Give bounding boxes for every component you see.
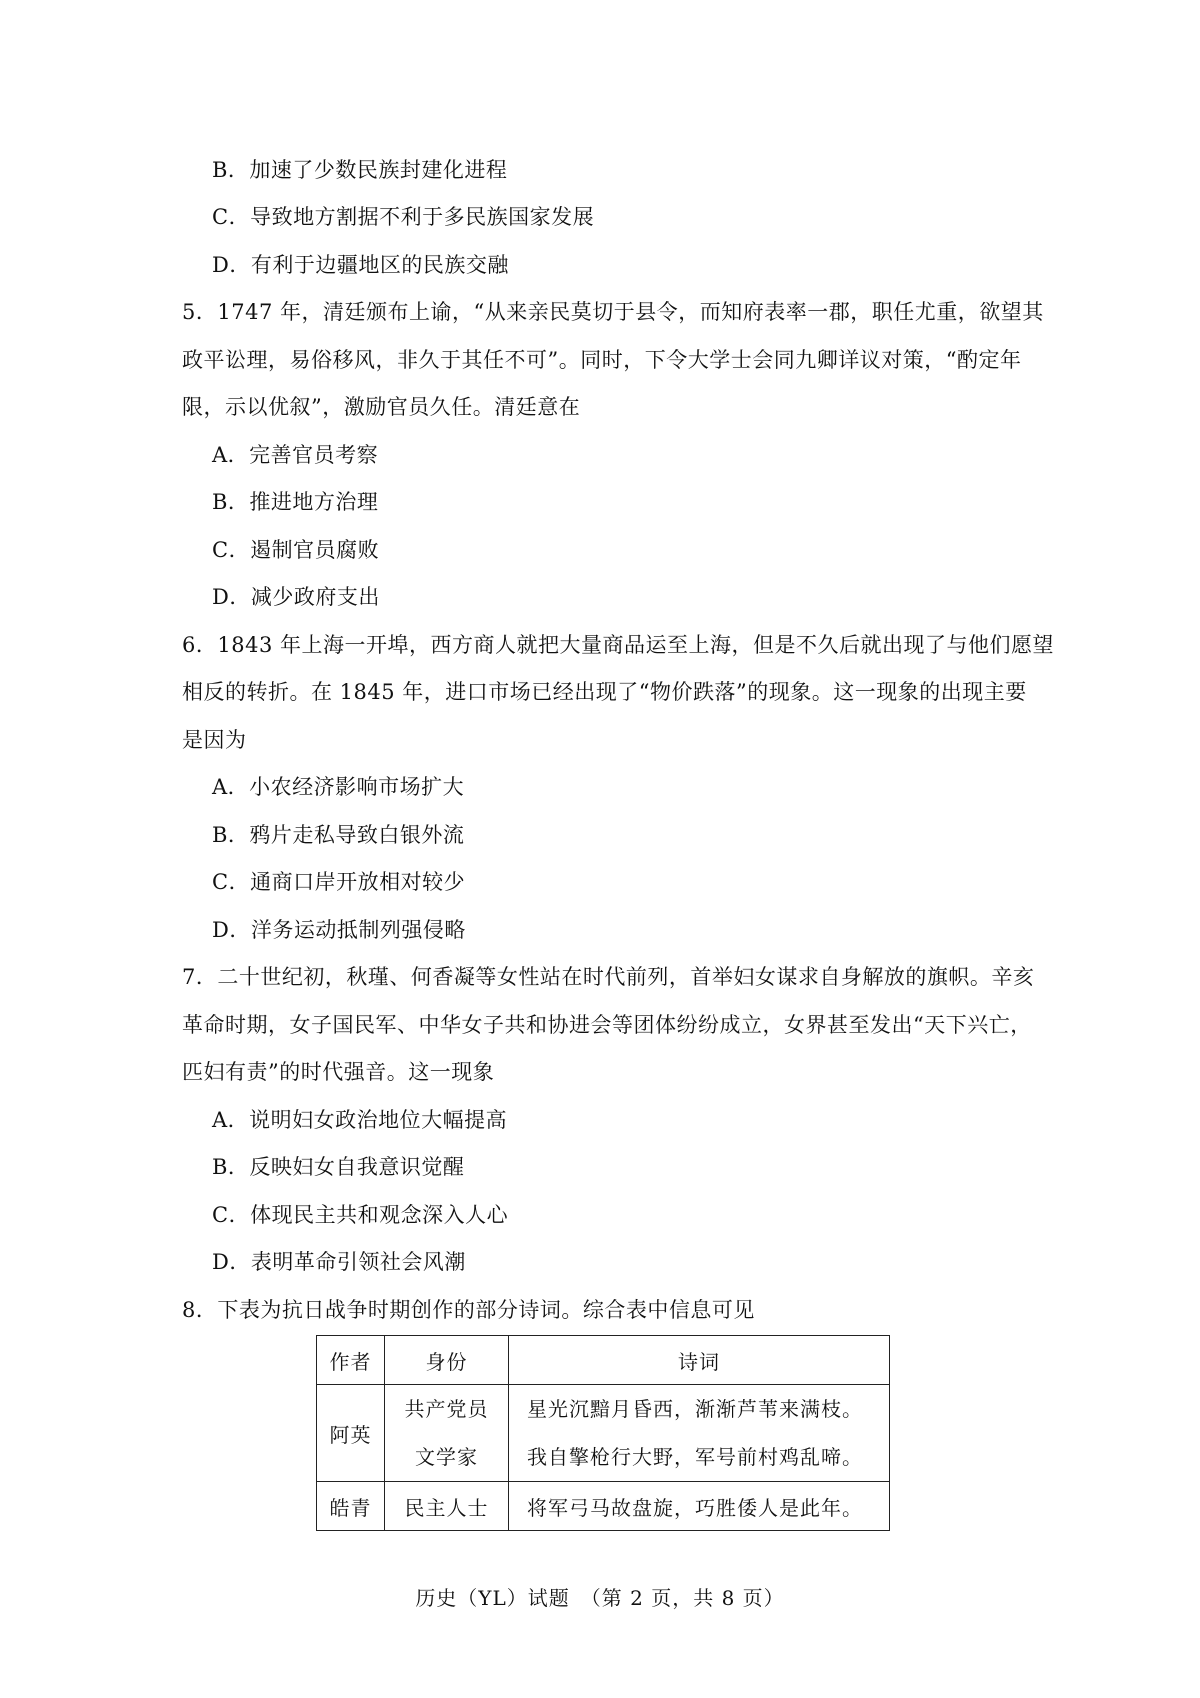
q5-stem-line-3: 限，示以优叙”，激励官员久任。清廷意在 xyxy=(182,395,581,419)
header-author: 作者 xyxy=(317,1336,385,1385)
q5-stem-line-2: 政平讼理，易俗移风，非久于其任不可”。同时，下令大学士会同九卿详议对策，“酌定年 xyxy=(182,348,1022,372)
q4-option-b: B．加速了少数民族封建化进程 xyxy=(212,158,508,182)
header-identity: 身份 xyxy=(385,1336,509,1385)
q6-option-a: A．小农经济影响市场扩大 xyxy=(212,775,465,799)
poetry-table xyxy=(316,1335,890,1531)
author-cell: 皓青 xyxy=(317,1482,385,1531)
q5-option-c: C．遏制官员腐败 xyxy=(212,538,380,562)
q7-stem-line-1: 7．二十世纪初，秋瑾、何香凝等女性站在时代前列，首举妇女谋求自身解放的旗帜。辛亥 xyxy=(182,965,1035,989)
q5-option-d: D．减少政府支出 xyxy=(212,585,380,609)
q6-option-c: C．通商口岸开放相对较少 xyxy=(212,870,466,894)
q7-stem-line-3: 匹妇有责”的时代强音。这一现象 xyxy=(182,1060,495,1084)
q4-option-d: D．有利于边疆地区的民族交融 xyxy=(212,253,509,277)
q5-option-a: A．完善官员考察 xyxy=(212,443,379,467)
poem-line: 我自擎枪行大野，军号前村鸡乱啼。 xyxy=(527,1445,863,1469)
q5-option-b: B．推进地方治理 xyxy=(212,490,379,514)
table-row xyxy=(317,1482,890,1531)
q6-stem-line-2: 相反的转折。在 1845 年，进口市场已经出现了“物价跌落”的现象。这一现象的出现主要 xyxy=(182,680,1027,704)
identity-line: 文学家 xyxy=(415,1445,478,1469)
q7-option-c: C．体现民主共和观念深入人心 xyxy=(212,1203,509,1227)
q6-option-d: D．洋务运动抵制列强侵略 xyxy=(212,918,466,942)
q4-option-c: C．导致地方割据不利于多民族国家发展 xyxy=(212,205,595,229)
q6-stem-line-1: 6．1843 年上海一开埠，西方商人就把大量商品运至上海，但是不久后就出现了与他们愿望 xyxy=(182,633,1054,657)
identity-cell xyxy=(385,1385,509,1482)
q6-option-b: B．鸦片走私导致白银外流 xyxy=(212,823,465,847)
page-footer: 历史（YL）试题 （第 2 页，共 8 页） xyxy=(415,1586,785,1610)
q7-stem-line-2: 革命时期，女子国民军、中华女子共和协进会等团体纷纷成立，女界甚至发出“天下兴亡， xyxy=(182,1013,1032,1037)
author-cell: 阿英 xyxy=(317,1385,385,1482)
identity-cell: 民主人士 xyxy=(385,1482,509,1531)
table-header-row xyxy=(317,1336,890,1385)
poem-line: 星光沉黯月昏西，渐渐芦苇来满枝。 xyxy=(527,1397,863,1421)
q7-option-a: A．说明妇女政治地位大幅提高 xyxy=(212,1108,508,1132)
poem-cell xyxy=(509,1385,890,1482)
identity-line: 共产党员 xyxy=(404,1397,489,1421)
header-poem: 诗词 xyxy=(509,1336,890,1385)
q5-stem-line-1: 5．1747 年，清廷颁布上谕，“从来亲民莫切于县令，而知府表率一郡，职任尤重，欲望其 xyxy=(182,300,1044,324)
q8-stem: 8．下表为抗日战争时期创作的部分诗词。综合表中信息可见 xyxy=(182,1298,755,1322)
q7-option-b: B．反映妇女自我意识觉醒 xyxy=(212,1155,465,1179)
q6-stem-line-3: 是因为 xyxy=(182,728,247,752)
q7-option-d: D．表明革命引领社会风潮 xyxy=(212,1250,466,1274)
table-row xyxy=(317,1385,890,1482)
poem-cell: 将军弓马故盘旋，巧胜倭人是此年。 xyxy=(509,1482,890,1531)
